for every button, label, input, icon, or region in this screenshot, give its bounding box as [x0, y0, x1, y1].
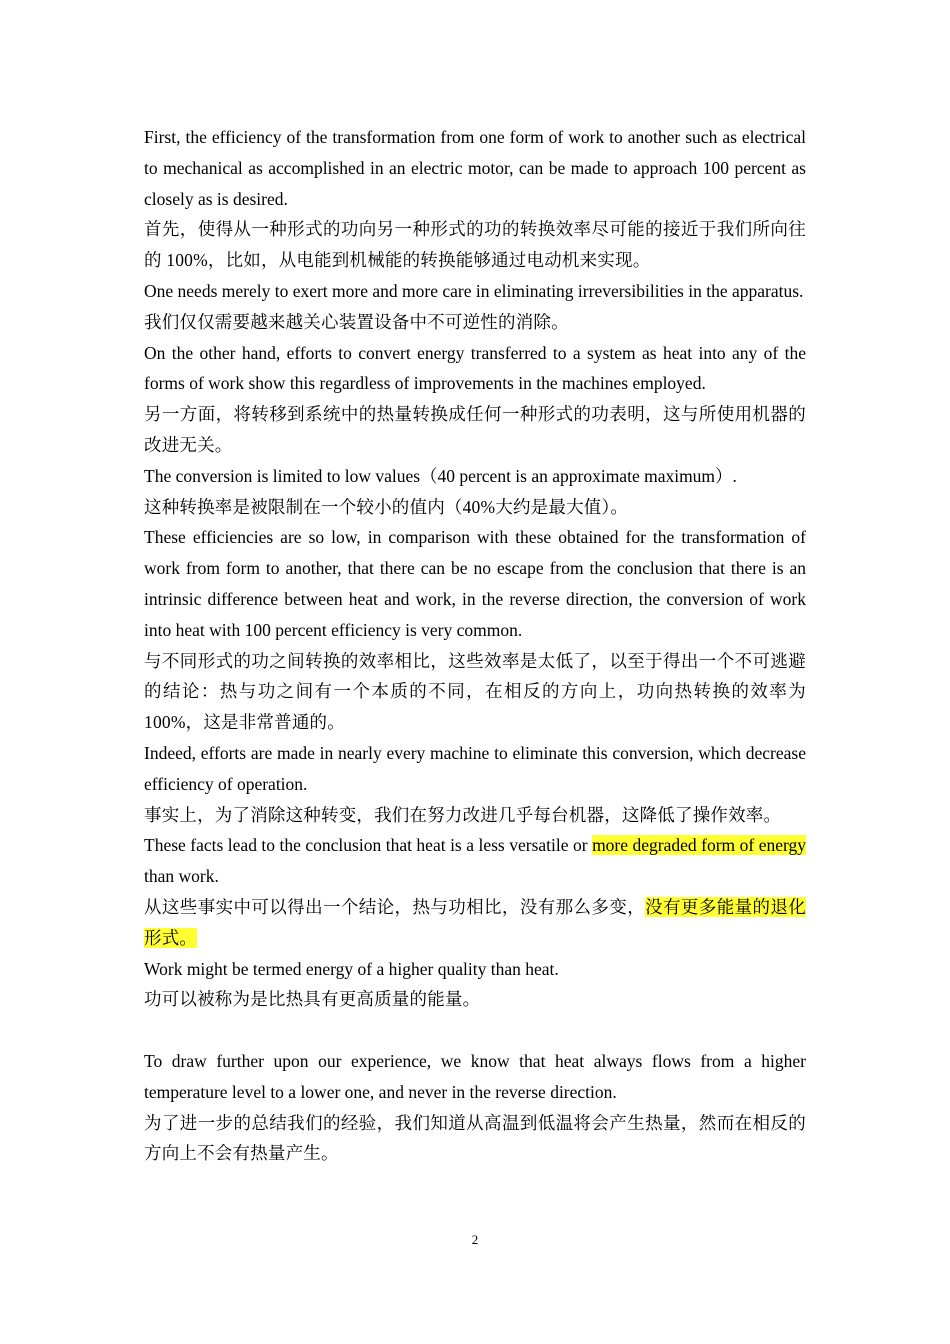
- paragraph-text: 功可以被称为是比热具有更高质量的能量。: [144, 989, 481, 1010]
- paragraph-text: On the other hand, efforts to convert energy transferred to a system as heat into any of the forms of work show this regardless of improvements in the machines employed.: [144, 342, 806, 394]
- chinese-translation: [144, 646, 806, 738]
- chinese-translation: [144, 492, 806, 523]
- english-paragraph: [144, 276, 806, 307]
- paragraph-text: The conversion is limited to low values（40 percent is an approximate maximum）.: [144, 465, 737, 486]
- english-paragraph: [144, 461, 806, 492]
- chinese-translation: [144, 214, 806, 276]
- paragraph-text: First, the efficiency of the transformation from one form of work to another such as electrical to mechanical as accomplished in an electric motor, can be made to approach 100 percent as closely as is desired.: [144, 127, 806, 209]
- paragraph-text: 我们仅仅需要越来越关心装置设备中不可逆性的消除。: [144, 311, 569, 332]
- english-paragraph: [144, 338, 806, 400]
- document-body: [144, 122, 806, 1169]
- blank-line: [144, 1015, 806, 1046]
- chinese-translation: [144, 892, 806, 954]
- chinese-translation: [144, 800, 806, 831]
- english-paragraph: [144, 954, 806, 985]
- paragraph-text: 事实上，为了消除这种转变，我们在努力改进几乎每台机器，这降低了操作效率。: [144, 804, 782, 825]
- english-paragraph: [144, 522, 806, 645]
- paragraph-text: 首先，使得从一种形式的功向另一种形式的功的转换效率尽可能的接近于我们所向往的 100%，比如，从电能到机械能的转换能够通过电动机来实现。: [144, 219, 806, 271]
- paragraph-text: These facts lead to the conclusion that heat is a less versatile or: [144, 835, 593, 856]
- chinese-translation: [144, 984, 806, 1015]
- paragraph-text: 与不同形式的功之间转换的效率相比，这些效率是太低了，以至于得出一个不可逃避的结论：热与功之间有一个本质的不同，在相反的方向上，功向热转换的效率为 100%，这是非常普通的。: [144, 650, 806, 733]
- highlighted-text: 没有更多能量的退化形式。: [144, 896, 806, 948]
- page-number: 2: [471, 1232, 479, 1247]
- chinese-translation: [144, 399, 806, 461]
- paragraph-text: 为了进一步的总结我们的经验，我们知道从高温到低温将会产生热量，然而在相反的方向上不会有热量产生。: [144, 1112, 806, 1164]
- paragraph-text: than work.: [144, 866, 219, 887]
- paragraph-text: One needs merely to exert more and more care in eliminating irreversibilities in the apparatus.: [144, 280, 804, 301]
- paragraph-text: 另一方面，将转移到系统中的热量转换成任何一种形式的功表明，这与所使用机器的改进无关。: [144, 404, 806, 455]
- english-paragraph: [144, 1046, 806, 1108]
- english-paragraph: [144, 122, 806, 214]
- paragraph-text: 从这些事实中可以得出一个结论，热与功相比，没有那么多变，: [144, 896, 646, 917]
- chinese-translation: [144, 307, 806, 338]
- highlighted-text: more degraded form of energy: [592, 835, 806, 856]
- english-paragraph: [144, 830, 806, 892]
- paragraph-text: These efficiencies are so low, in comparison with these obtained for the transformation of work from form to another, that there can be no escape from the conclusion that there is an intrinsic difference between heat and work, in the reverse direction, the conversion of work into heat with 100 percent efficiency is very common.: [144, 527, 806, 640]
- paragraph-text: Work might be termed energy of a higher quality than heat.: [144, 958, 559, 979]
- english-paragraph: [144, 738, 806, 800]
- paragraph-text: To draw further upon our experience, we know that heat always flows from a higher temperature level to a lower one, and never in the reverse direction.: [144, 1050, 806, 1102]
- chinese-translation: [144, 1108, 806, 1170]
- paragraph-text: 这种转换率是被限制在一个较小的值内（40%大约是最大值）。: [144, 496, 629, 517]
- paragraph-text: Indeed, efforts are made in nearly every machine to eliminate this conversion, which decrease efficiency of operation.: [144, 742, 806, 794]
